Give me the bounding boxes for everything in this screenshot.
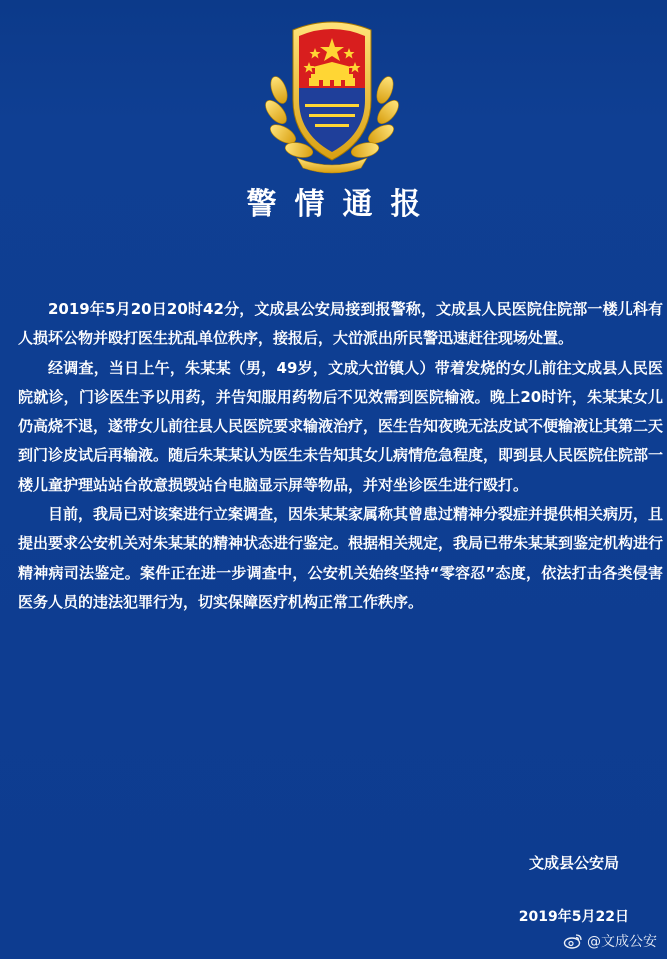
weibo-watermark <box>563 931 657 951</box>
notice-body <box>18 295 663 617</box>
notice-paragraph: 目前，我局已对该案进行立案调查，因朱某某家属称其曾患过精神分裂症并提供相关病历，且提出要求公安机关对朱某某的精神状态进行鉴定。根据相关规定，我局已带朱某某到鉴定机构进行精神病司法鉴定。案件正在进一步调查中，公安机关始终坚持“零容忍”态度，依法打击各类侵害医务人员的违法犯罪行为，切实保障医疗机构正常工作秩序。 <box>18 505 664 611</box>
notice-title: 警情通报 <box>246 187 439 222</box>
issue-date: 2019年5月22日 <box>518 909 629 925</box>
weibo-icon <box>563 933 583 949</box>
notice-paragraph: 经调查，当日上午，朱某某（男，49岁，文成大峃镇人）带着发烧的女儿前往文成县人民医院就诊，门诊医生予以用药，并告知服用药物后不见效需到医院输液。晚上20时许，朱某某女儿仍高烧不退，遂带女儿前往县人民医院要求输液治疗，医生告知夜晚无法皮试不便输液让其第二天到门诊皮试后再输液。随后朱某某认为医生未告知其女儿病情危急程度，即到县人民医院住院部一楼儿童护理站站台故意损毁站台电脑显示屏等物品，并对坐诊医生进行殴打。 <box>18 358 664 494</box>
watermark-text: @文成公安 <box>587 934 657 950</box>
police-emblem-icon <box>249 8 415 174</box>
issuer-signature: 文成县公安局 <box>528 854 619 872</box>
notice-paragraph: 2019年5月20日20时42分，文成县公安局接到报警称，文成县人民医院住院部一楼儿科有人损坏公物并殴打医生扰乱单位秩序，接报后，大峃派出所民警迅速赶往现场处置。 <box>18 300 663 348</box>
